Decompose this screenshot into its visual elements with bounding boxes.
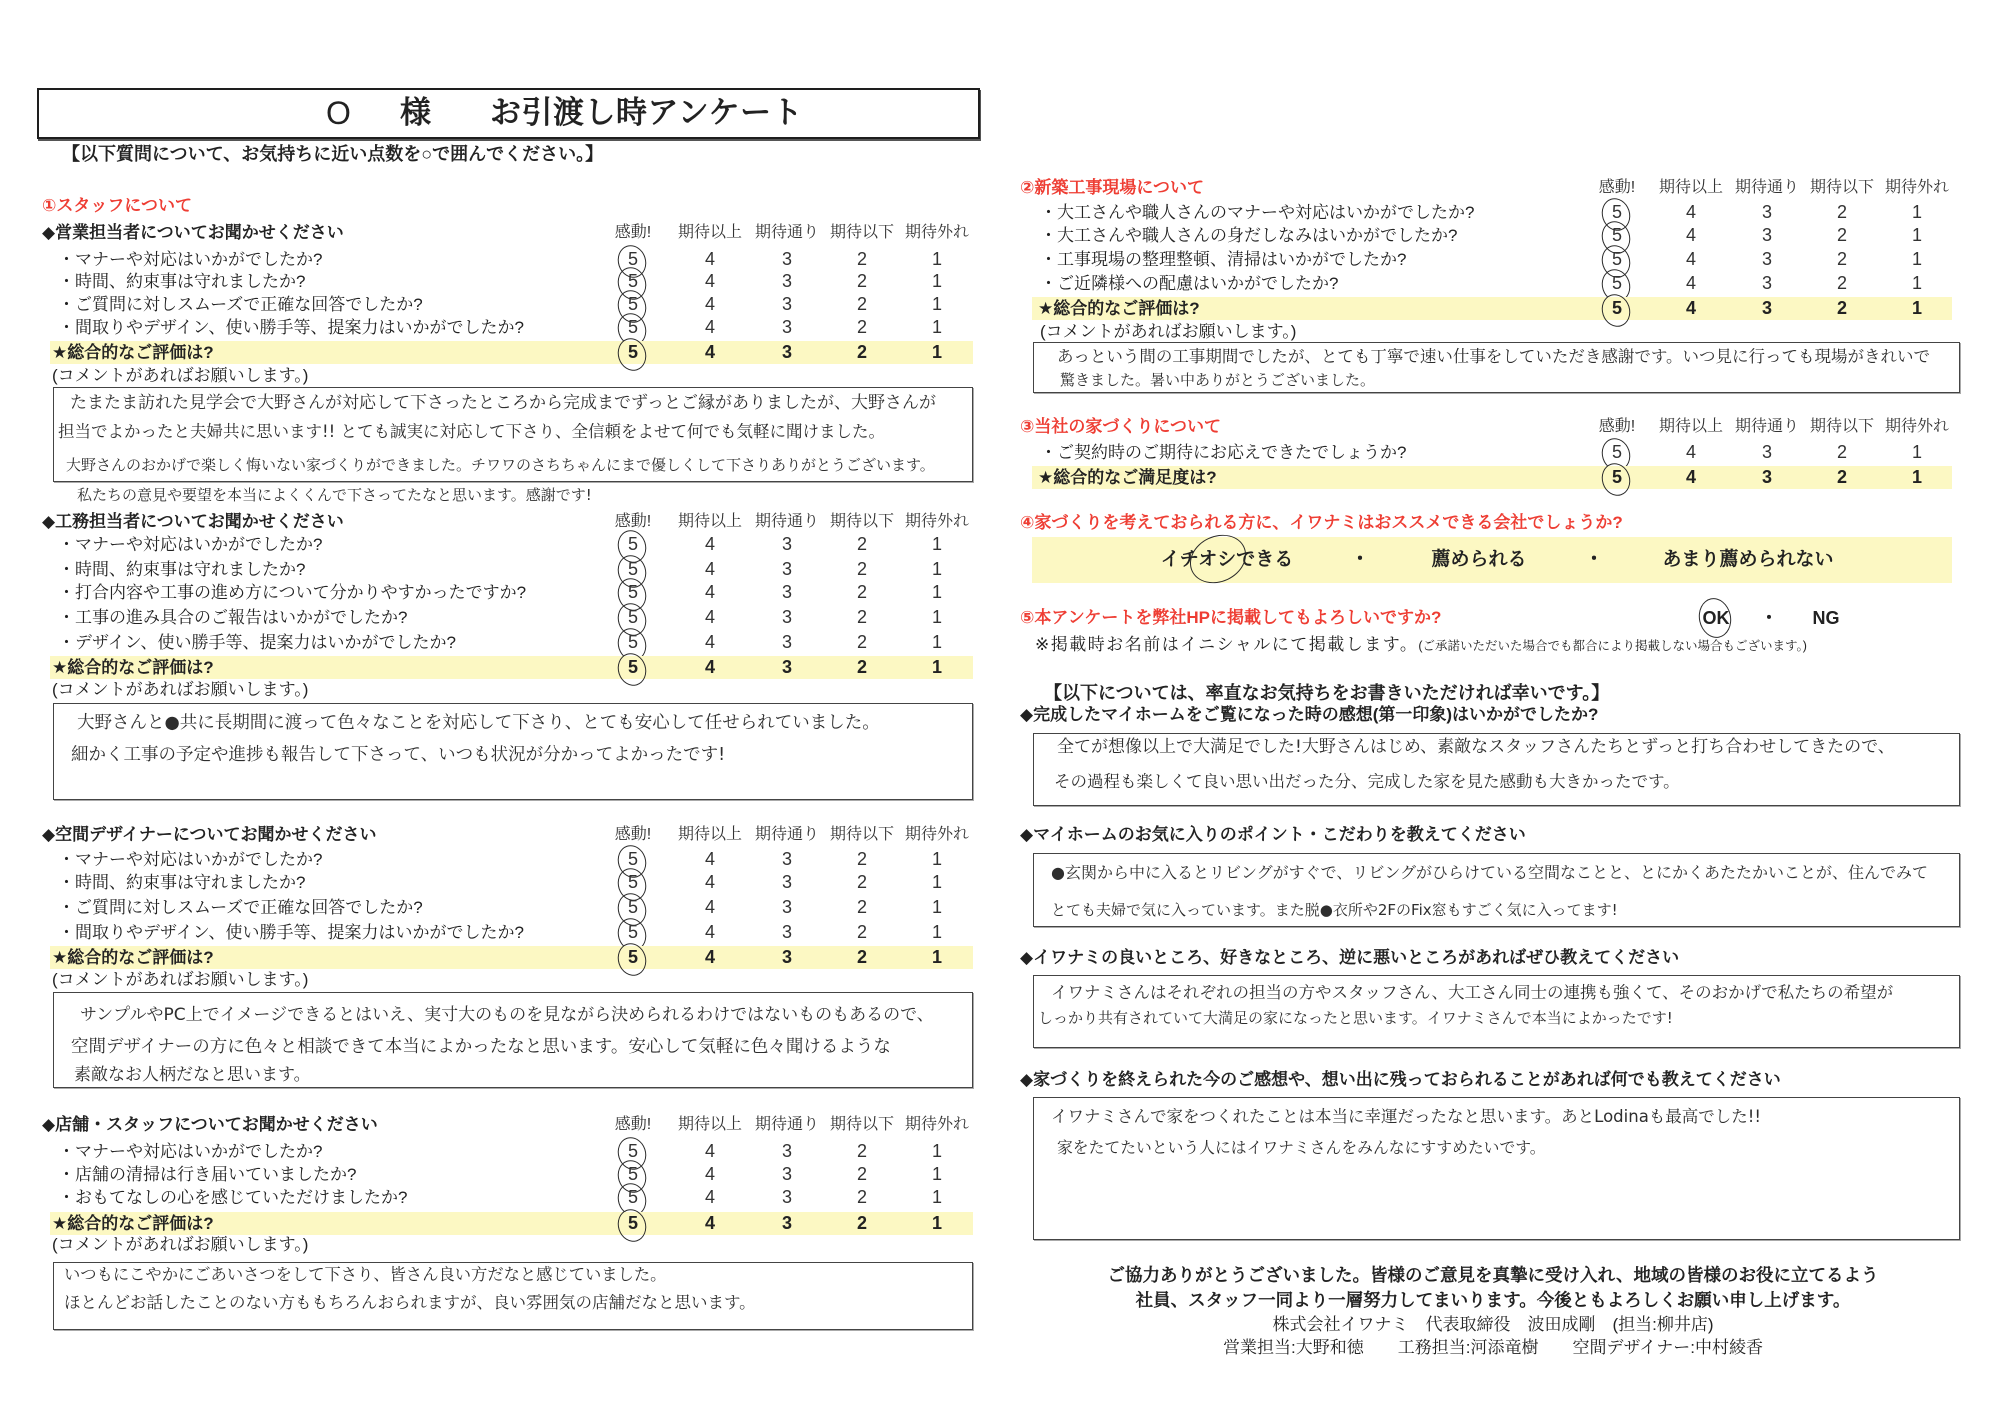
scale-label-1: 期待外れ bbox=[904, 826, 969, 843]
question-text: ・工事現場の整理整頓、清掃はいかがでしたか? bbox=[1040, 250, 1407, 269]
comment-line: 担当でよかったと夫婦共に思います!! とても誠実に対応して下さり、全信頼をよせて何でも気軽に聞けました。 bbox=[58, 422, 885, 441]
rating-5[interactable]: 5 bbox=[618, 656, 648, 679]
rating-3[interactable]: 3 bbox=[1761, 467, 1772, 487]
rating-3[interactable]: 3 bbox=[1761, 249, 1772, 269]
rating-3[interactable]: 3 bbox=[781, 1141, 792, 1161]
rating-5[interactable]: 5 bbox=[618, 248, 648, 271]
question-row bbox=[42, 558, 973, 581]
rating-1[interactable]: 1 bbox=[931, 922, 942, 942]
option-separator: ・ bbox=[1760, 608, 1778, 628]
rating-4[interactable]: 4 bbox=[704, 534, 715, 554]
section-header-site bbox=[1020, 176, 1952, 199]
rating-3[interactable]: 3 bbox=[1761, 298, 1772, 318]
footer-thanks-line-2: 社員、スタッフ一同より一層努力してまいります。今後ともよろしくお願い申し上げます。 bbox=[1135, 1290, 1851, 1310]
rating-3[interactable]: 3 bbox=[781, 897, 792, 917]
comment-prompt: (コメントがあればお願いします。) bbox=[52, 680, 309, 699]
question-text: ・間取りやデザイン、使い勝手等、提案力はいかがでしたか? bbox=[58, 318, 524, 337]
option-separator: ・ bbox=[1350, 549, 1370, 570]
subsection-heading: ◆空間デザイナーについてお聞かせください bbox=[42, 825, 377, 844]
question-row bbox=[42, 871, 973, 894]
rating-3[interactable]: 3 bbox=[781, 249, 792, 269]
rating-5[interactable]: 5 bbox=[1602, 248, 1632, 271]
scale-label-2: 期待以下 bbox=[1809, 418, 1874, 435]
question-text: ・時間、約束事は守れましたか? bbox=[58, 272, 306, 291]
rating-2[interactable]: 2 bbox=[856, 582, 867, 602]
rating-2[interactable]: 2 bbox=[856, 1187, 867, 1207]
rating-1[interactable]: 1 bbox=[931, 1213, 942, 1233]
rating-2[interactable]: 2 bbox=[856, 249, 867, 269]
rating-4[interactable]: 4 bbox=[1685, 225, 1696, 245]
comment-prompt: (コメントがあればお願いします。) bbox=[52, 970, 309, 989]
rating-1[interactable]: 1 bbox=[931, 632, 942, 652]
rating-3[interactable]: 3 bbox=[781, 922, 792, 942]
scale-label-1: 期待外れ bbox=[1884, 418, 1949, 435]
rating-1[interactable]: 1 bbox=[931, 1187, 942, 1207]
rating-4[interactable]: 4 bbox=[704, 1213, 715, 1233]
rating-2[interactable]: 2 bbox=[1836, 273, 1847, 293]
rating-5[interactable]: 5 bbox=[618, 606, 648, 629]
rating-2[interactable]: 2 bbox=[856, 849, 867, 869]
rating-1[interactable]: 1 bbox=[931, 657, 942, 677]
rating-3[interactable]: 3 bbox=[781, 582, 792, 602]
rating-2[interactable]: 2 bbox=[856, 632, 867, 652]
rating-3[interactable]: 3 bbox=[781, 534, 792, 554]
rating-2[interactable]: 2 bbox=[1836, 467, 1847, 487]
answer-line: イワナミさんはそれぞれの担当の方やスタッフさん、大工さん同士の連携も強くて、そのおかげで私たちの希望が bbox=[1051, 983, 1894, 1002]
rating-1[interactable]: 1 bbox=[1911, 442, 1922, 462]
answer-line: しっかり共有されていて大満足の家になったと思います。イワナミさんで本当によかったです! bbox=[1038, 1009, 1673, 1027]
option-separator: ・ bbox=[1584, 549, 1604, 570]
rating-4[interactable]: 4 bbox=[704, 632, 715, 652]
publish-note bbox=[1035, 633, 1807, 658]
rating-5[interactable]: 5 bbox=[618, 848, 648, 871]
question-text: ・マナーや対応はいかがでしたか? bbox=[58, 535, 323, 554]
question-text: ・マナーや対応はいかがでしたか? bbox=[58, 850, 323, 869]
answer-line: ●玄関から中に入るとリビングがすぐで、リビングがひらけている空間なことと、とにかくあたたかいことが、住んでみて bbox=[1051, 863, 1929, 882]
section-title-company: ③当社の家づくりについて bbox=[1020, 417, 1222, 436]
overall-text: ★総合的なご評価は? bbox=[52, 948, 214, 967]
rating-4[interactable]: 4 bbox=[704, 317, 715, 337]
subsection-heading: ◆営業担当者についてお聞かせください bbox=[42, 223, 344, 242]
rating-3[interactable]: 3 bbox=[1761, 225, 1772, 245]
comment-line: あっという間の工事期間でしたが、とても丁寧で速い仕事をしていただき感謝です。いつ見に行っても現場がきれいで bbox=[1057, 347, 1931, 366]
free-question: ◆家づくりを終えられた今のご感想や、想い出に残っておられることがあれば何でも教えてください bbox=[1020, 1070, 1781, 1089]
question-row bbox=[42, 1140, 973, 1163]
rating-4[interactable]: 4 bbox=[704, 294, 715, 314]
section-header-company bbox=[1020, 415, 1952, 438]
rating-1[interactable]: 1 bbox=[931, 342, 942, 362]
overall-text: ★総合的なご評価は? bbox=[52, 1214, 214, 1233]
page-title: お引渡し時アンケート bbox=[490, 95, 804, 130]
subsection-header-designer bbox=[42, 823, 973, 846]
scale-label-3: 期待通り bbox=[1734, 418, 1799, 435]
rating-5[interactable]: 5 bbox=[618, 1163, 648, 1186]
rating-4[interactable]: 4 bbox=[704, 849, 715, 869]
question-row bbox=[42, 606, 973, 629]
overall-row bbox=[42, 946, 973, 969]
rating-4[interactable]: 4 bbox=[704, 922, 715, 942]
rating-5[interactable]: 5 bbox=[618, 871, 648, 894]
scale-label-4: 期待以上 bbox=[677, 1116, 742, 1133]
rating-1[interactable]: 1 bbox=[931, 249, 942, 269]
subsection-header-construction bbox=[42, 510, 973, 533]
comment-prompt: (コメントがあればお願いします。) bbox=[52, 1235, 309, 1254]
scale-label-5: 感動! bbox=[1598, 179, 1636, 196]
rating-5[interactable]: 5 bbox=[618, 558, 648, 581]
option-ichioshi[interactable]: イチオシできる bbox=[1127, 547, 1327, 573]
publish-note-main: ※掲載時お名前はイニシャルにて掲載します。 bbox=[1035, 635, 1419, 654]
footer-thanks-line-1: ご協力ありがとうございました。皆様のご意見を真摯に受け入れ、地域の皆様のお役に立てるよう bbox=[1107, 1265, 1879, 1285]
rating-2[interactable]: 2 bbox=[1836, 225, 1847, 245]
overall-row bbox=[42, 1212, 973, 1235]
comment-line: 細かく工事の予定や進捗も報告して下さって、いつも状況が分かってよかったです! bbox=[71, 745, 726, 765]
question-text: ・時間、約束事は守れましたか? bbox=[58, 873, 306, 892]
rating-2[interactable]: 2 bbox=[856, 317, 867, 337]
rating-1[interactable]: 1 bbox=[931, 1164, 942, 1184]
rating-2[interactable]: 2 bbox=[856, 897, 867, 917]
scale-label-4: 期待以上 bbox=[677, 826, 742, 843]
question-text: ・デザイン、使い勝手等、提案力はいかがでしたか? bbox=[58, 633, 456, 652]
rating-1[interactable]: 1 bbox=[931, 317, 942, 337]
question-row bbox=[42, 248, 973, 271]
rating-3[interactable]: 3 bbox=[781, 657, 792, 677]
rating-5[interactable]: 5 bbox=[618, 581, 648, 604]
rating-3[interactable]: 3 bbox=[1761, 273, 1772, 293]
honorific: 様 bbox=[400, 95, 431, 130]
comment-line: 驚きました。暑い中ありがとうございました。 bbox=[1060, 371, 1376, 389]
question-text: ・時間、約束事は守れましたか? bbox=[58, 560, 306, 579]
question-row bbox=[42, 896, 973, 919]
question-text: ・おもてなしの心を感じていただけましたか? bbox=[58, 1188, 408, 1207]
rating-5[interactable]: 5 bbox=[618, 1140, 648, 1163]
free-text-intro: 【以下については、率直なお気持ちをお書きいただければ幸いです。】 bbox=[1044, 683, 1610, 703]
free-question: ◆完成したマイホームをご覧になった時の感想(第一印象)はいかがでしたか? bbox=[1020, 705, 1599, 724]
rating-2[interactable]: 2 bbox=[1836, 298, 1847, 318]
rating-5[interactable]: 5 bbox=[618, 896, 648, 919]
scale-label-5: 感動! bbox=[614, 513, 652, 530]
rating-1[interactable]: 1 bbox=[931, 1141, 942, 1161]
rating-2[interactable]: 2 bbox=[856, 872, 867, 892]
question-row bbox=[42, 1163, 973, 1186]
comment-line: たまたま訪れた見学会で大野さんが対応して下さったところから完成までずっとご縁がありましたが、大野さんが bbox=[70, 393, 936, 413]
question-row bbox=[42, 533, 973, 556]
question-row bbox=[42, 293, 973, 316]
scale-label-3: 期待通り bbox=[754, 1116, 819, 1133]
rating-1[interactable]: 1 bbox=[1911, 202, 1922, 222]
overall-text: ★総合的なご評価は? bbox=[52, 343, 214, 362]
overall-row bbox=[42, 341, 973, 364]
rating-3[interactable]: 3 bbox=[781, 271, 792, 291]
rating-1[interactable]: 1 bbox=[931, 872, 942, 892]
scale-label-3: 期待通り bbox=[754, 826, 819, 843]
rating-2[interactable]: 2 bbox=[856, 1141, 867, 1161]
rating-4[interactable]: 4 bbox=[1685, 442, 1696, 462]
scale-label-1: 期待外れ bbox=[904, 513, 969, 530]
rating-5[interactable]: 5 bbox=[1602, 272, 1632, 295]
rating-5[interactable]: 5 bbox=[1602, 297, 1632, 320]
question-row bbox=[42, 316, 973, 339]
question-text: ・ご質問に対しスムーズで正確な回答でしたか? bbox=[58, 295, 423, 314]
rating-4[interactable]: 4 bbox=[1685, 298, 1696, 318]
question-row bbox=[42, 848, 973, 871]
question-text: ・ご契約時のご期待にお応えできたでしょうか? bbox=[1040, 443, 1407, 462]
rating-3[interactable]: 3 bbox=[781, 294, 792, 314]
subsection-header-sales bbox=[42, 221, 973, 244]
scale-label-4: 期待以上 bbox=[1658, 418, 1723, 435]
question-text: ・工事の進み具合のご報告はいかがでしたか? bbox=[58, 608, 408, 627]
scale-label-5: 感動! bbox=[614, 1116, 652, 1133]
question-text: ・マナーや対応はいかがでしたか? bbox=[58, 250, 323, 269]
rating-2[interactable]: 2 bbox=[1836, 442, 1847, 462]
scale-label-3: 期待通り bbox=[754, 513, 819, 530]
scale-label-5: 感動! bbox=[614, 826, 652, 843]
instruction: 【以下質問について、お気持ちに近い点数を○で囲んでください。】 bbox=[62, 144, 604, 164]
question-row bbox=[1032, 224, 1952, 247]
rating-1[interactable]: 1 bbox=[931, 582, 942, 602]
rating-1[interactable]: 1 bbox=[931, 271, 942, 291]
rating-1[interactable]: 1 bbox=[931, 534, 942, 554]
comment-line: いつもにこやかにごあいさつをして下さり、皆さん良い方だなと感じていました。 bbox=[64, 1265, 667, 1284]
rating-4[interactable]: 4 bbox=[704, 342, 715, 362]
scale-label-2: 期待以下 bbox=[829, 1116, 894, 1133]
question-row bbox=[42, 270, 973, 293]
rating-3[interactable]: 3 bbox=[781, 559, 792, 579]
rating-4[interactable]: 4 bbox=[704, 872, 715, 892]
rating-2[interactable]: 2 bbox=[856, 657, 867, 677]
rating-4[interactable]: 4 bbox=[704, 249, 715, 269]
rating-1[interactable]: 1 bbox=[931, 849, 942, 869]
rating-5[interactable]: 5 bbox=[618, 316, 648, 339]
question-row bbox=[42, 581, 973, 604]
overall-text: ★総合的なご満足度は? bbox=[1038, 468, 1217, 487]
rating-3[interactable]: 3 bbox=[781, 872, 792, 892]
rating-5[interactable]: 5 bbox=[618, 270, 648, 293]
question-text: ・大工さんや職人さんの身だしなみはいかがでしたか? bbox=[1040, 226, 1458, 245]
rating-1[interactable]: 1 bbox=[1911, 273, 1922, 293]
footer-company: 株式会社イワナミ 代表取締役 波田成剛 (担当:柳井店) bbox=[1272, 1315, 1714, 1334]
rating-3[interactable]: 3 bbox=[781, 849, 792, 869]
rating-2[interactable]: 2 bbox=[856, 294, 867, 314]
comment-prompt: (コメントがあればお願いします。) bbox=[52, 366, 309, 385]
rating-3[interactable]: 3 bbox=[1761, 202, 1772, 222]
rating-4[interactable]: 4 bbox=[1685, 249, 1696, 269]
rating-5[interactable]: 5 bbox=[1602, 466, 1632, 489]
overall-text: ★総合的なご評価は? bbox=[52, 658, 214, 677]
rating-1[interactable]: 1 bbox=[931, 294, 942, 314]
rating-2[interactable]: 2 bbox=[1836, 202, 1847, 222]
option-not-recommendable[interactable]: あまり薦められない bbox=[1662, 549, 1834, 570]
comment-line: 空間デザイナーの方に色々と相談できて本当によかったなと思います。安心して気軽に色々聞けるような bbox=[71, 1037, 891, 1057]
rating-4[interactable]: 4 bbox=[704, 657, 715, 677]
publish-note-small: (ご承諾いただいた場合でも都合により掲載しない場合もございます。) bbox=[1418, 639, 1807, 653]
footer-staff: 営業担当:大野和徳 工務担当:河添竜樹 空間デザイナー:中村綾香 bbox=[1223, 1338, 1763, 1357]
answer-line: とても夫婦で気に入っています。また脱●衣所や2FのFix窓もすごく気に入ってます! bbox=[1051, 901, 1618, 919]
rating-4[interactable]: 4 bbox=[704, 271, 715, 291]
scale-label-1: 期待外れ bbox=[904, 1116, 969, 1133]
comment-line: ほとんどお話したことのない方ももちろんおられますが、良い雰囲気の店舗だなと思います。 bbox=[64, 1293, 756, 1312]
scale-label-2: 期待以下 bbox=[829, 224, 894, 241]
scale-label-3: 期待通り bbox=[754, 224, 819, 241]
option-ng[interactable]: NG bbox=[1812, 608, 1840, 628]
scale-label-2: 期待以下 bbox=[829, 826, 894, 843]
rating-3[interactable]: 3 bbox=[1761, 442, 1772, 462]
question-row bbox=[1032, 272, 1952, 295]
question-row bbox=[1032, 248, 1952, 271]
rating-4[interactable]: 4 bbox=[1685, 273, 1696, 293]
subsection-heading: ◆工務担当者についてお聞かせください bbox=[42, 512, 344, 531]
question-text: ・間取りやデザイン、使い勝手等、提案力はいかがでしたか? bbox=[58, 923, 524, 942]
rating-5[interactable]: 5 bbox=[618, 341, 648, 364]
rating-3[interactable]: 3 bbox=[781, 1164, 792, 1184]
question-row bbox=[42, 921, 973, 944]
answer-line: その過程も楽しくて良い思い出だった分、完成した家を見た感動も大きかったです。 bbox=[1054, 772, 1680, 791]
rating-3[interactable]: 3 bbox=[781, 947, 792, 967]
customer-initial: O bbox=[326, 95, 351, 131]
question-row bbox=[42, 1186, 973, 1209]
scale-label-4: 期待以上 bbox=[677, 224, 742, 241]
rating-1[interactable]: 1 bbox=[931, 607, 942, 627]
rating-4[interactable]: 4 bbox=[704, 1141, 715, 1161]
rating-2[interactable]: 2 bbox=[856, 947, 867, 967]
question-text: ・店舗の清掃は行き届いていましたか? bbox=[58, 1165, 357, 1184]
scale-label-1: 期待外れ bbox=[904, 224, 969, 241]
rating-1[interactable]: 1 bbox=[1911, 225, 1922, 245]
question-text: ・打合内容や工事の進め方について分かりやすかったですか? bbox=[58, 583, 527, 602]
question-text: ・マナーや対応はいかがでしたか? bbox=[58, 1142, 323, 1161]
rating-2[interactable]: 2 bbox=[856, 342, 867, 362]
rating-5[interactable]: 5 bbox=[1602, 224, 1632, 247]
comment-line: サンプルやPC上でイメージできるとはいえ、実寸大のものを見ながら決められるわけではないものもあるので、 bbox=[80, 1005, 934, 1025]
rating-3[interactable]: 3 bbox=[781, 632, 792, 652]
rating-5[interactable]: 5 bbox=[618, 921, 648, 944]
overall-row bbox=[1032, 466, 1952, 489]
question-text: ・ご近隣様への配慮はいかがでしたか? bbox=[1040, 274, 1339, 293]
rating-5[interactable]: 5 bbox=[618, 293, 648, 316]
scale-label-2: 期待以下 bbox=[829, 513, 894, 530]
option-ok[interactable]: OK bbox=[1696, 606, 1736, 630]
scale-label-2: 期待以下 bbox=[1809, 179, 1874, 196]
rating-1[interactable]: 1 bbox=[1911, 249, 1922, 269]
overall-row bbox=[1032, 297, 1952, 320]
rating-2[interactable]: 2 bbox=[856, 607, 867, 627]
subsection-heading: ◆店舗・スタッフについてお聞かせください bbox=[42, 1115, 378, 1134]
rating-3[interactable]: 3 bbox=[781, 1187, 792, 1207]
question-text: ・大工さんや職人さんのマナーや対応はいかがでしたか? bbox=[1040, 203, 1475, 222]
subsection-header-store bbox=[42, 1113, 973, 1136]
rating-2[interactable]: 2 bbox=[856, 1164, 867, 1184]
rating-4[interactable]: 4 bbox=[1685, 467, 1696, 487]
scale-label-1: 期待外れ bbox=[1884, 179, 1949, 196]
rating-5[interactable]: 5 bbox=[618, 631, 648, 654]
rating-5[interactable]: 5 bbox=[618, 1186, 648, 1209]
rating-1[interactable]: 1 bbox=[931, 947, 942, 967]
rating-1[interactable]: 1 bbox=[1911, 298, 1922, 318]
section-title-site: ②新築工事現場について bbox=[1020, 178, 1205, 197]
scale-label-4: 期待以上 bbox=[677, 513, 742, 530]
rating-5[interactable]: 5 bbox=[1602, 201, 1632, 224]
rating-4[interactable]: 4 bbox=[704, 607, 715, 627]
answer-line: イワナミさんで家をつくれたことは本当に幸運だったなと思います。あとLodinaも最高でした!! bbox=[1051, 1107, 1762, 1126]
rating-3[interactable]: 3 bbox=[781, 607, 792, 627]
rating-5[interactable]: 5 bbox=[1602, 441, 1632, 464]
rating-2[interactable]: 2 bbox=[856, 271, 867, 291]
scale-label-3: 期待通り bbox=[1734, 179, 1799, 196]
question-text: ・ご質問に対しスムーズで正確な回答でしたか? bbox=[58, 898, 423, 917]
section-title-recommend: ④家づくりを考えておられる方に、イワナミはおススメできる会社でしょうか? bbox=[1020, 513, 1623, 532]
overall-row bbox=[42, 656, 973, 679]
rating-2[interactable]: 2 bbox=[856, 559, 867, 579]
scale-label-5: 感動! bbox=[1598, 418, 1636, 435]
rating-2[interactable]: 2 bbox=[1836, 249, 1847, 269]
rating-4[interactable]: 4 bbox=[704, 1164, 715, 1184]
comment-line: 私たちの意見や要望を本当によくくんで下さってたなと思います。感謝です! bbox=[77, 486, 592, 504]
rating-4[interactable]: 4 bbox=[704, 582, 715, 602]
option-recommendable[interactable]: 薦められる bbox=[1431, 549, 1527, 570]
answer-line: 家をたてたいという人にはイワナミさんをみんなにすすめたいです。 bbox=[1057, 1138, 1546, 1157]
rating-2[interactable]: 2 bbox=[856, 534, 867, 554]
section-title-staff: ①スタッフについて bbox=[42, 196, 193, 215]
comment-line: 素敵なお人柄だなと思います。 bbox=[74, 1065, 311, 1085]
comment-line: 大野さんのおかげで楽しく悔いない家づくりができました。チワワのさちちゃんにまで優しくして下さりありがとうございます。 bbox=[66, 456, 935, 474]
rating-5[interactable]: 5 bbox=[618, 946, 648, 969]
answer-line: 全てが想像以上で大満足でした!大野さんはじめ、素敵なスタッフさんたちとずっと打ち合わせしてきたので、 bbox=[1057, 737, 1895, 757]
question-row bbox=[1032, 441, 1952, 464]
comment-line: 大野さんと●共に長期間に渡って色々なことを対応して下さり、とても安心して任せられていました。 bbox=[77, 713, 880, 733]
comment-prompt: (コメントがあればお願いします。) bbox=[1040, 322, 1297, 341]
rating-4[interactable]: 4 bbox=[704, 559, 715, 579]
overall-text: ★総合的なご評価は? bbox=[1038, 299, 1200, 318]
rating-3[interactable]: 3 bbox=[781, 1213, 792, 1233]
rating-4[interactable]: 4 bbox=[1685, 202, 1696, 222]
rating-5[interactable]: 5 bbox=[618, 1212, 648, 1235]
free-question: ◆マイホームのお気に入りのポイント・こだわりを教えてください bbox=[1020, 825, 1526, 844]
section-title-publish: ⑤本アンケートを弊社HPに掲載してもよろしいですか? bbox=[1020, 608, 1442, 627]
scale-label-5: 感動! bbox=[614, 224, 652, 241]
rating-4[interactable]: 4 bbox=[704, 897, 715, 917]
rating-4[interactable]: 4 bbox=[704, 947, 715, 967]
rating-1[interactable]: 1 bbox=[1911, 467, 1922, 487]
rating-1[interactable]: 1 bbox=[931, 897, 942, 917]
free-question: ◆イワナミの良いところ、好きなところ、逆に悪いところがあればぜひ教えてください bbox=[1020, 948, 1680, 967]
question-row bbox=[1032, 201, 1952, 224]
rating-2[interactable]: 2 bbox=[856, 1213, 867, 1233]
question-row bbox=[42, 631, 973, 654]
rating-2[interactable]: 2 bbox=[856, 922, 867, 942]
rating-3[interactable]: 3 bbox=[781, 342, 792, 362]
rating-5[interactable]: 5 bbox=[618, 533, 648, 556]
rating-3[interactable]: 3 bbox=[781, 317, 792, 337]
scale-label-4: 期待以上 bbox=[1658, 179, 1723, 196]
rating-4[interactable]: 4 bbox=[704, 1187, 715, 1207]
rating-1[interactable]: 1 bbox=[931, 559, 942, 579]
